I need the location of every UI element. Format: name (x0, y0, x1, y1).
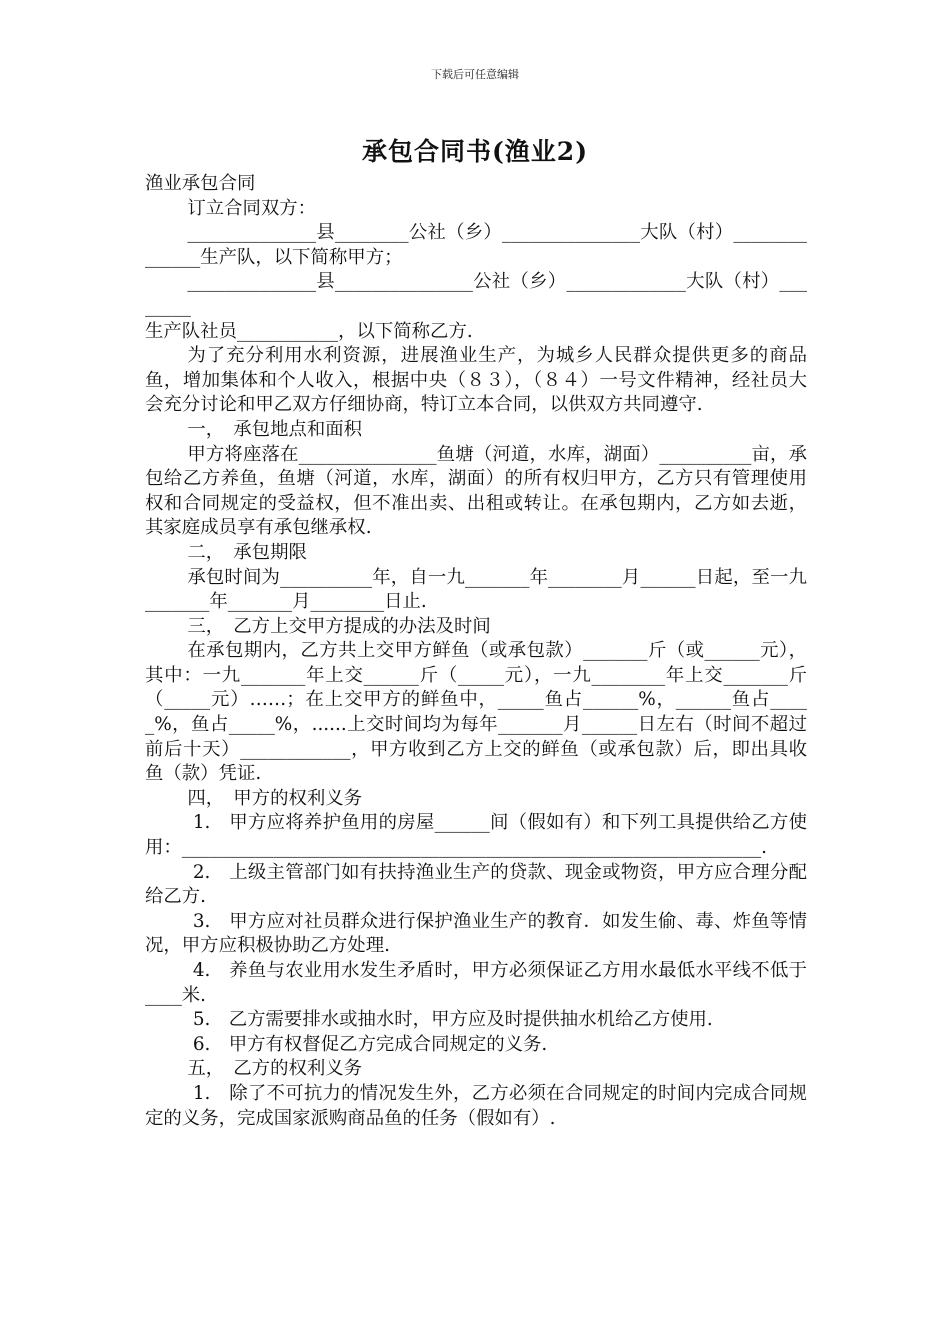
section-1-heading: 一， 承包地点和面积 (187, 418, 363, 440)
section-4-item-4: 4. 养鱼与农业用水发生矛盾时，甲方必须保证乙方用水最低水平线不低于____米. (145, 960, 807, 1006)
party-b-member: 生产队社员___________，以下简称乙方. (145, 320, 473, 342)
section-4-item-3: 3. 甲方应对社员群众进行保护渔业生产的教育．如发生偷、毒、炸鱼等情况，甲方应积极协助乙方处理. (145, 910, 807, 957)
section-4-heading: 四， 甲方的权利义务 (187, 787, 363, 809)
section-2-heading: 二， 承包期限 (187, 541, 307, 563)
section-3-heading: 三， 乙方上交甲方提成的办法及时间 (187, 615, 491, 637)
document-title: 承包合同书(渔业2) (361, 137, 589, 166)
section-5-heading: 五， 乙方的权利义务 (187, 1058, 363, 1080)
contract-body (145, 172, 807, 1131)
section-4-item-2: 2. 上级主管部门如有扶持渔业生产的贷款、现金或物资，甲方应合理分配给乙方. (145, 861, 807, 908)
party-b-line: ______________县_______________公社（乡）_____________大队（村）________ (145, 271, 807, 317)
section-4-item-6: 6. 甲方有权督促乙方完成合同规定的义务. (192, 1033, 548, 1055)
section-1-body: 甲方将座落在_______________鱼塘（河道，水库，湖面）__________亩，承包给乙方养鱼，鱼塘（河道，水库，湖面）的所有权归甲方，乙方只有管理使用权和合同规定的受益权，但不准出卖、出租或转让。在承包期内，乙方如去逝，其家庭成员享有承包继承权. (145, 443, 807, 539)
section-3-body: 在承包期内，乙方共上交甲方鲜鱼（或承包款）_______斤（或______元），其中：一九_______年上交______斤（_____元），一九________年上交_______斤（_____元）……；在上交甲方的鲜鱼中，_____鱼占______%，______鱼占_____%，鱼占_____%，......上交时间均为每年_______月______日左右（时间不超过前后十天）____________，甲方收到乙方上交的鲜鱼（或承包款）后，即出具收鱼（款）凭证. (145, 640, 807, 785)
preamble-paragraph: 为了充分利用水利资源，进展渔业生产，为城乡人民群众提供更多的商品鱼，增加集体和个人收入，根据中央（８３），（８４）一号文件精神，经社员大会充分讨论和甲乙双方仔细协商，特订立本合同，以供双方共同遵守. (145, 345, 807, 416)
section-2-body: 承包时间为__________年，自一九_______年________月______日起，至一九_______年_______月________日止. (145, 566, 807, 613)
contract-name: 渔业承包合同 (145, 173, 256, 194)
section-4-item-1: 1. 甲方应将养护鱼用的房屋______间（假如有）和下列工具提供给乙方使用：_______________________________________________________________. (145, 812, 807, 859)
page-header: 下载后可任意编辑 (431, 68, 519, 81)
section-5-item-1: 1. 除了不可抗力的情况发生外，乙方必须在合同规定的时间内完成合同规定的义务，完成国家派购商品鱼的任务（假如有）. (145, 1082, 807, 1129)
parties-intro: 订立合同双方： (187, 197, 317, 219)
party-a-line: ______________县________公社（乡）_______________大队（村）______________生产队，以下简称甲方； (145, 222, 807, 268)
section-4-item-5: 5. 乙方需要排水或抽水时，甲方应及时提供抽水机给乙方使用. (192, 1009, 713, 1031)
